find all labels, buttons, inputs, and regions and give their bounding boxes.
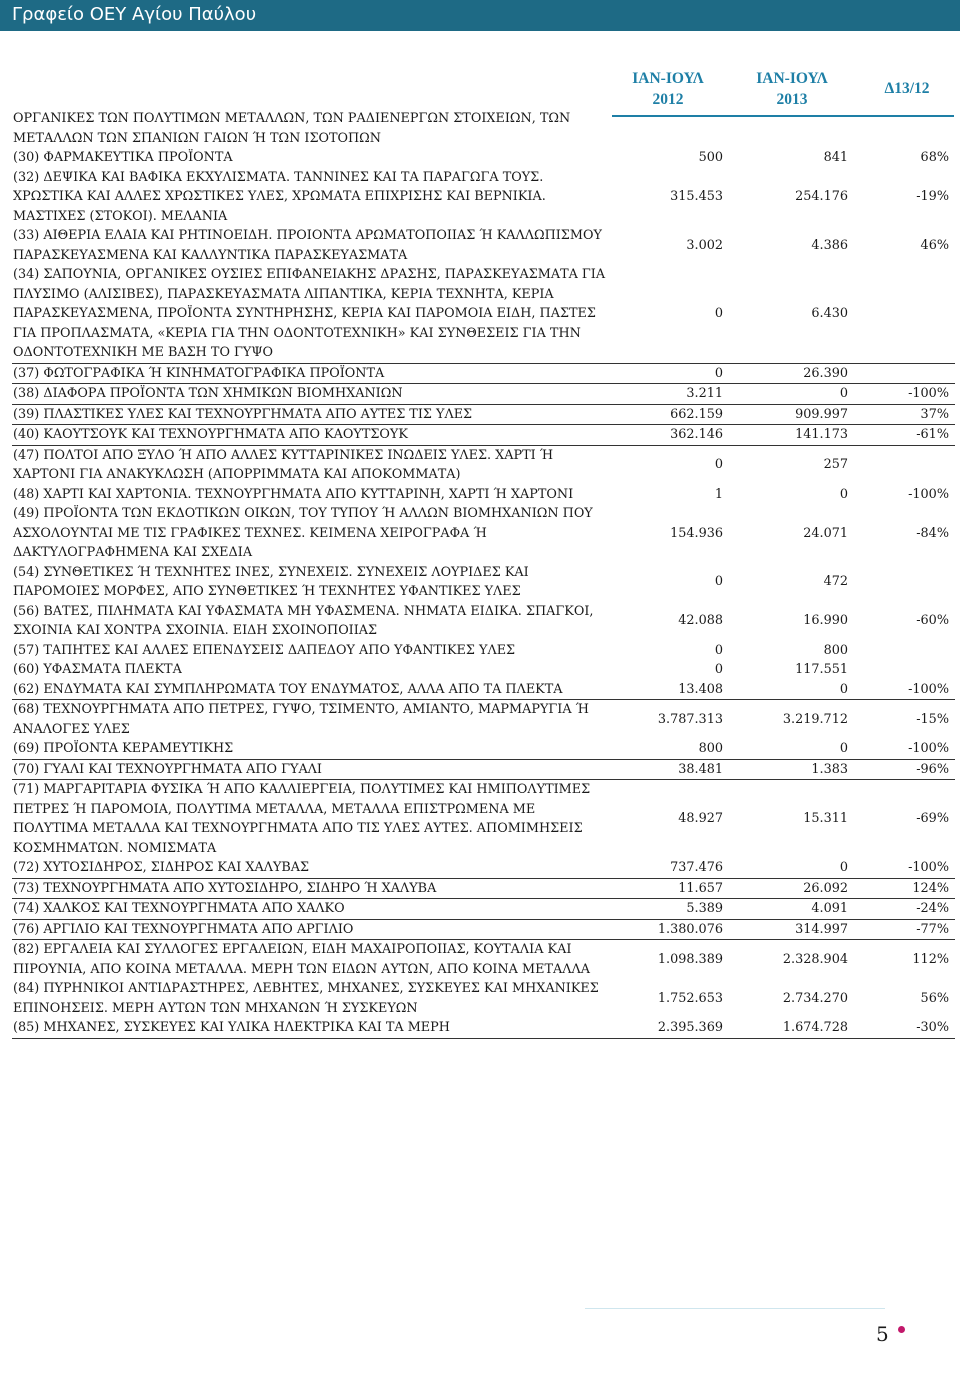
- value-2013: 2.328.904: [782, 951, 848, 967]
- value-2013: 3.219.712: [782, 711, 848, 727]
- row-label: (33) ΑΙΘΕΡΙΑ ΕΛΑΙΑ ΚΑΙ ΡΗΤΙΝΟΕΙΔΗ. ΠΡΟΙΟΝΤΑ ΑΡΩΜΑΤΟΠΟΙΙΑΣ Ή ΚΑΛΛΩΠΙΣΜΟΥ ΠΑΡΑΣΚΕΥΑΣΜΕΝΑ ΚΑΙ ΚΑΛΛΥΝΤΙΚΑ ΠΑΡΑΣΚΕΥΑΣΜΑΤΑ: [13, 228, 602, 263]
- value-2012: 13.408: [610, 680, 727, 700]
- value-2012: 48.927: [678, 811, 723, 827]
- header-title: Γραφείο ΟΕΥ Αγίου Παύλου: [12, 4, 257, 25]
- row-label: (69) ΠΡΟΪΟΝΤΑ ΚΕΡΑΜΕΥΤΙΚΗΣ: [12, 739, 610, 759]
- value-2012: 154.936: [670, 525, 723, 541]
- value-2012: 11.657: [610, 878, 727, 899]
- value-delta: 37%: [852, 404, 955, 425]
- value-delta: -100%: [852, 384, 955, 405]
- table-row: [12, 148, 955, 168]
- footer-divider: [585, 1308, 885, 1309]
- value-2013: 2.734.270: [782, 990, 848, 1006]
- value-delta: -96%: [852, 759, 955, 780]
- table-row: [12, 602, 955, 641]
- row-label: (40) ΚΑΟΥΤΣΟΥΚ ΚΑΙ ΤΕΧΝΟΥΡΓΗΜΑΤΑ ΑΠΟ ΚΑΟΥΤΣΟΥΚ: [12, 425, 610, 446]
- value-delta: -100%: [908, 486, 949, 502]
- value-2013: 1.674.728: [727, 1018, 852, 1038]
- value-delta: -19%: [916, 189, 949, 204]
- table-row: [12, 680, 955, 700]
- table-row: [12, 660, 955, 680]
- value-2012: 500: [698, 150, 723, 165]
- value-2012: 2.395.369: [610, 1018, 727, 1038]
- value-delta: -15%: [916, 711, 949, 727]
- value-delta: [852, 265, 955, 363]
- value-2013: 0: [727, 739, 852, 759]
- value-delta: [852, 109, 955, 148]
- table-row: [12, 226, 955, 265]
- table-row: [12, 780, 955, 859]
- row-label: (54) ΣΥΝΘΕΤΙΚΕΣ Ή ΤΕΧΝΗΤΕΣ ΙΝΕΣ, ΣΥΝΕΧΕΙΣ. ΣΥΝΕΧΕΙΣ ΛΟΥΡΙΔΕΣ ΚΑΙ ΠΑΡΟΜΟΙΕΣ ΜΟΡΦΕΣ, ΑΠΟ ΣΥΝΘΕΤΙΚΕΣ Ή ΤΕΧΝΗΤΕΣ ΥΦΑΝΤΙΚΕΣ ΥΛΕΣ: [13, 564, 529, 599]
- value-2013: 841: [823, 150, 848, 165]
- row-label: (68) ΤΕΧΝΟΥΡΓΗΜΑΤΑ ΑΠΟ ΠΕΤΡΕΣ, ΓΥΨΟ, ΤΣΙΜΕΝΤΟ, ΑΜΙΑΝΤΟ, ΜΑΡΜΑΡΥΓΙΑ Ή ΑΝΑΛΟΓΕΣ ΥΛΕΣ: [13, 702, 589, 737]
- row-label: ΟΡΓΑΝΙΚΕΣ ΤΩΝ ΠΟΛΥΤΙΜΩΝ ΜΕΤΑΛΛΩΝ, ΤΩΝ ΡΑΔΙΕΝΕΡΓΩΝ ΣΤΟΙΧΕΙΩΝ, ΤΩΝ ΜΕΤΑΛΛΩΝ ΤΩΝ ΣΠΑΝΙΩΝ ΓΑΙΩΝ Ή ΤΩΝ ΙΣΟΤΟΠΩΝ: [13, 111, 571, 146]
- row-label: (85) ΜΗΧΑΝΕΣ, ΣΥΣΚΕΥΕΣ ΚΑΙ ΥΛΙΚΑ ΗΛΕΚΤΡΙΚΑ ΚΑΙ ΤΑ ΜΕΡΗ: [12, 1018, 610, 1038]
- table-row: [12, 739, 955, 759]
- value-2013: 24.071: [803, 525, 848, 541]
- table-row: [12, 700, 955, 740]
- value-2012: [610, 109, 727, 148]
- row-label: (56) ΒΑΤΕΣ, ΠΙΛΗΜΑΤΑ ΚΑΙ ΥΦΑΣΜΑΤΑ ΜΗ ΥΦΑΣΜΕΝΑ. ΝΗΜΑΤΑ ΕΙΔΙΚΑ. ΣΠΑΓΚΟΙ, ΣΧΟΙΝΙΑ ΚΑΙ ΧΟΝΤΡΑ ΣΧΟΙΝΙΑ. ΕΙΔΗ ΣΧΟΙΝΟΠΟΙΙΑΣ: [13, 603, 594, 638]
- column-header-2012-line1: ΙΑΝ-ΙΟΥΛ: [632, 70, 704, 87]
- value-2013: 800: [823, 642, 848, 658]
- table-row: [12, 940, 955, 980]
- row-label: (39) ΠΛΑΣΤΙΚΕΣ ΥΛΕΣ ΚΑΙ ΤΕΧΝΟΥΡΓΗΜΑΤΑ ΑΠΟ ΑΥΤΕΣ ΤΙΣ ΥΛΕΣ: [12, 404, 610, 425]
- value-2013: 141.173: [727, 425, 852, 446]
- value-2012: 0: [714, 662, 723, 677]
- value-2012: 3.211: [610, 384, 727, 405]
- table-row: [12, 445, 955, 485]
- value-delta: -24%: [852, 899, 955, 920]
- value-2013: 472: [823, 574, 848, 590]
- value-2012: 0: [610, 363, 727, 384]
- value-delta: -77%: [852, 919, 955, 940]
- value-2012: 0: [714, 574, 723, 590]
- value-2013: 26.390: [727, 363, 852, 384]
- value-delta: [852, 563, 955, 602]
- value-2012: 38.481: [610, 759, 727, 780]
- value-2013: 4.386: [811, 237, 848, 253]
- value-2012: 0: [714, 642, 723, 658]
- value-2013: 0: [727, 858, 852, 878]
- row-label: (82) ΕΡΓΑΛΕΙΑ ΚΑΙ ΣΥΛΛΟΓΕΣ ΕΡΓΑΛΕΙΩΝ, ΕΙΔΗ ΜΑΧΑΙΡΟΠΟΙΙΑΣ, ΚΟΥΤΑΛΙΑ ΚΑΙ ΠΙΡΟΥΝΙΑ, ΑΠΟ ΚΟΙΝΑ ΜΕΤΑΛΛΑ. ΜΕΡΗ ΤΩΝ ΕΙΔΩΝ ΑΥΤΩΝ, ΑΠΟ ΚΟΙΝΑ ΜΕΤΑΛΛΑ: [13, 942, 590, 977]
- value-2012: 0: [610, 265, 727, 363]
- value-delta: [852, 660, 955, 680]
- value-delta: -100%: [852, 739, 955, 759]
- value-2012: 5.389: [610, 899, 727, 920]
- value-2012: 662.159: [610, 404, 727, 425]
- row-label: (70) ΓΥΑΛΙ ΚΑΙ ΤΕΧΝΟΥΡΓΗΜΑΤΑ ΑΠΟ ΓΥΑΛΙ: [12, 759, 610, 780]
- table-row: [12, 265, 955, 363]
- value-2012: 315.453: [670, 189, 723, 204]
- value-2013: 314.997: [727, 919, 852, 940]
- value-2012: 800: [610, 739, 727, 759]
- value-2012: 362.146: [610, 425, 727, 446]
- row-label: (47) ΠΟΛΤΟΙ ΑΠΟ ΞΥΛΟ Ή ΑΠΟ ΑΛΛΕΣ ΚΥΤΤΑΡΙΝΙΚΕΣ ΙΝΩΔΕΙΣ ΥΛΕΣ. ΧΑΡΤΙ Ή ΧΑΡΤΟΝΙ ΓΙΑ ΑΝΑΚΥΚΛΩΣΗ (ΑΠΟΡΡΙΜΜΑΤΑ ΚΑΙ ΑΠΟΚΟΜΜΑΤΑ): [13, 447, 554, 482]
- value-2013: 6.430: [727, 265, 852, 363]
- value-2012: 1.752.653: [657, 990, 723, 1006]
- page-number: 5: [876, 1322, 889, 1346]
- row-label: (49) ΠΡΟΪΟΝΤΑ ΤΩΝ ΕΚΔΟΤΙΚΩΝ ΟΙΚΩΝ, ΤΟΥ ΤΥΠΟΥ Ή ΑΛΛΩΝ ΒΙΟΜΗΧΑΝΙΩΝ ΠΟΥ ΑΣΧΟΛΟΥΝΤΑΙ ΜΕ ΤΙΣ ΓΡΑΦΙΚΕΣ ΤΕΧΝΕΣ. ΚΕΙΜΕΝΑ ΧΕΙΡΟΓΡΑΦΑ Ή ΔΑΚΤΥΛΟΓΡΑΦΗΜΕΝΑ ΚΑΙ ΣΧΕΔΙΑ: [13, 506, 593, 560]
- page-dot-icon: [898, 1326, 905, 1333]
- value-delta: 46%: [920, 237, 949, 253]
- table-row: [12, 168, 955, 227]
- value-2013: 254.176: [795, 189, 848, 204]
- value-2013: 0: [727, 680, 852, 700]
- table-row: [12, 641, 955, 661]
- value-2013: 257: [823, 457, 848, 473]
- value-delta: [852, 363, 955, 384]
- table-row: [12, 858, 955, 878]
- table-row: [12, 979, 955, 1018]
- column-header-2012-line2: 2012: [652, 91, 684, 108]
- header-bar: [0, 0, 960, 31]
- table-row: [12, 404, 955, 425]
- row-label: (30) ΦΑΡΜΑΚΕΥΤΙΚΑ ΠΡΟΪΟΝΤΑ: [13, 150, 233, 165]
- value-2013: 16.990: [803, 613, 848, 629]
- value-2012: 1.098.389: [657, 951, 723, 967]
- value-delta: -100%: [852, 680, 955, 700]
- column-header-2013-line1: ΙΑΝ-ΙΟΥΛ: [756, 70, 828, 87]
- row-label: (32) ΔΕΨΙΚΑ ΚΑΙ ΒΑΦΙΚΑ ΕΚΧΥΛΙΣΜΑΤΑ. ΤΑΝΝΙΝΕΣ ΚΑΙ ΤΑ ΠΑΡΑΓΩΓΑ ΤΟΥΣ. ΧΡΩΣΤΙΚΑ ΚΑΙ ΑΛΛΕΣ ΧΡΩΣΤΙΚΕΣ ΥΛΕΣ, ΧΡΩΜΑΤΑ ΕΠΙΧΡΙΣΗΣ ΚΑΙ ΒΕΡΝΙΚΙΑ. ΜΑΣΤΙΧΕΣ (ΣΤΟΚΟΙ). ΜΕΛΑΝΙΑ: [13, 169, 546, 224]
- value-2013: [727, 109, 852, 148]
- trade-table-body: [12, 109, 955, 1038]
- value-delta: -69%: [916, 811, 949, 827]
- value-delta: 112%: [912, 951, 949, 967]
- table-row: [12, 109, 955, 148]
- value-delta: -60%: [916, 613, 949, 629]
- table-row: [12, 485, 955, 505]
- value-2013: 0: [839, 486, 848, 502]
- value-delta: -30%: [852, 1018, 955, 1038]
- row-label: (73) ΤΕΧΝΟΥΡΓΗΜΑΤΑ ΑΠΟ ΧΥΤΟΣΙΔΗΡΟ, ΣΙΔΗΡΟ Ή ΧΑΛΥΒΑ: [12, 878, 610, 899]
- value-2012: 3.787.313: [657, 711, 723, 727]
- row-label: (34) ΣΑΠΟΥΝΙΑ, ΟΡΓΑΝΙΚΕΣ ΟΥΣΙΕΣ ΕΠΙΦΑΝΕΙΑΚΗΣ ΔΡΑΣΗΣ, ΠΑΡΑΣΚΕΥΑΣΜΑΤΑ ΓΙΑ ΠΛΥΣΙΜΟ (ΑΛΙΣΙΒΕΣ), ΠΑΡΑΣΚΕΥΑΣΜΑΤΑ ΛΙΠΑΝΤΙΚΑ, ΚΕΡΙΑ ΤΕΧΝΗΤΑ, ΚΕΡΙΑ ΠΑΡΑΣΚΕΥΑΣΜΕΝΑ, ΠΡΟΪΟΝΤΑ ΣΥΝΤΗΡΗΣΗΣ, ΚΕΡΙΑ ΚΑΙ ΠΑΡΟΜΟΙΑ ΕΙΔΗ, ΠΑΣΤΕΣ ΓΙΑ ΠΡΟΠΛΑΣΜΑΤΑ, «ΚΕΡΙΑ ΓΙΑ ΤΗΝ ΟΔΟΝΤΟΤΕΧΝΙΚΗ» ΚΑΙ ΣΥΝΘΕΣΕΙΣ ΓΙΑ ΤΗΝ ΟΔΟΝΤΟΤΕΧΝΙΚΗ ΜΕ ΒΑΣΗ ΤΟ ΓΥΨΟ: [12, 265, 610, 363]
- value-delta: -100%: [852, 858, 955, 878]
- table-row: [12, 899, 955, 920]
- table-row: [12, 878, 955, 899]
- value-2012: 1: [714, 486, 723, 502]
- table-row: [12, 919, 955, 940]
- row-label: (72) ΧΥΤΟΣΙΔΗΡΟΣ, ΣΙΔΗΡΟΣ ΚΑΙ ΧΑΛΥΒΑΣ: [12, 858, 610, 878]
- table-row: [12, 425, 955, 446]
- value-2012: 737.476: [610, 858, 727, 878]
- value-2013: 909.997: [727, 404, 852, 425]
- row-label: (76) ΑΡΓΙΛΙΟ ΚΑΙ ΤΕΧΝΟΥΡΓΗΜΑΤΑ ΑΠΟ ΑΡΓΙΛΙΟ: [12, 919, 610, 940]
- row-label: (71) ΜΑΡΓΑΡΙΤΑΡΙΑ ΦΥΣΙΚΑ Ή ΑΠΟ ΚΑΛΛΙΕΡΓΕΙΑ, ΠΟΛΥΤΙΜΕΣ ΚΑΙ ΗΜΙΠΟΛΥΤΙΜΕΣ ΠΕΤΡΕΣ Ή ΠΑΡΟΜΟΙΑ, ΠΟΛΥΤΙΜΑ ΜΕΤΑΛΛΑ, ΜΕΤΑΛΛΑ ΕΠΙΣΤΡΩΜΕΝΑ ΜΕ ΠΟΛΥΤΙΜΑ ΜΕΤΑΛΛΑ ΚΑΙ ΤΕΧΝΟΥΡΓΗΜΑΤΑ ΑΠΟ ΤΙΣ ΥΛΕΣ ΑΥΤΕΣ. ΑΠΟΜΙΜΗΣΕΙΣ ΚΟΣΜΗΜΑΤΩΝ. ΝΟΜΙΣΜΑΤΑ: [13, 782, 591, 856]
- table-row: [12, 563, 955, 602]
- trade-table: [12, 109, 955, 1039]
- table-row: [12, 363, 955, 384]
- table-row: [12, 504, 955, 563]
- value-2012: 0: [714, 457, 723, 473]
- row-label: (74) ΧΑΛΚΟΣ ΚΑΙ ΤΕΧΝΟΥΡΓΗΜΑΤΑ ΑΠΟ ΧΑΛΚΟ: [12, 899, 610, 920]
- table-row: [12, 1018, 955, 1038]
- column-header-delta: Δ13/12: [884, 80, 930, 97]
- value-2013: 15.311: [803, 811, 848, 827]
- value-2013: 1.383: [727, 759, 852, 780]
- column-header-2013: [732, 68, 852, 110]
- value-2013: 4.091: [727, 899, 852, 920]
- value-delta: -84%: [916, 525, 949, 541]
- value-2012: 3.002: [686, 237, 723, 253]
- value-2013: 117.551: [795, 662, 848, 677]
- value-delta: 68%: [920, 150, 949, 165]
- row-label: (60) ΥΦΑΣΜΑΤΑ ΠΛΕΚΤΑ: [13, 662, 182, 677]
- row-label: (84) ΠΥΡΗΝΙΚΟΙ ΑΝΤΙΔΡΑΣΤΗΡΕΣ, ΛΕΒΗΤΕΣ, ΜΗΧΑΝΕΣ, ΣΥΣΚΕΥΕΣ ΚΑΙ ΜΗΧΑΝΙΚΕΣ ΕΠΙΝΟΗΣΕΙΣ. ΜΕΡΗ ΑΥΤΩΝ ΤΩΝ ΜΗΧΑΝΩΝ Ή ΣΥΣΚΕΥΩΝ: [13, 981, 599, 1016]
- table-row: [12, 384, 955, 405]
- value-delta: [852, 445, 955, 485]
- column-header-2013-line2: 2013: [776, 91, 808, 108]
- row-label: (62) ΕΝΔΥΜΑΤΑ ΚΑΙ ΣΥΜΠΛΗΡΩΜΑΤΑ ΤΟΥ ΕΝΔΥΜΑΤΟΣ, ΑΛΛΑ ΑΠΟ ΤΑ ΠΛΕΚΤΑ: [12, 680, 610, 700]
- table-row: [12, 759, 955, 780]
- value-2013: 26.092: [727, 878, 852, 899]
- value-2012: 1.380.076: [610, 919, 727, 940]
- row-label: (57) ΤΑΠΗΤΕΣ ΚΑΙ ΑΛΛΕΣ ΕΠΕΝΔΥΣΕΙΣ ΔΑΠΕΔΟΥ ΑΠΟ ΥΦΑΝΤΙΚΕΣ ΥΛΕΣ: [13, 642, 516, 658]
- value-2012: 42.088: [678, 613, 723, 629]
- row-label: (48) ΧΑΡΤΙ ΚΑΙ ΧΑΡΤΟΝΙΑ. ΤΕΧΝΟΥΡΓΗΜΑΤΑ ΑΠΟ ΚΥΤΤΑΡΙΝΗ, ΧΑΡΤΙ Ή ΧΑΡΤΟΝΙ: [13, 486, 574, 502]
- value-2013: 0: [727, 384, 852, 405]
- value-delta: 56%: [920, 990, 949, 1006]
- value-delta: [852, 641, 955, 661]
- row-label: (38) ΔΙΑΦΟΡΑ ΠΡΟΪΟΝΤΑ ΤΩΝ ΧΗΜΙΚΩΝ ΒΙΟΜΗΧΑΝΙΩΝ: [12, 384, 610, 405]
- row-label: (37) ΦΩΤΟΓΡΑΦΙΚΑ Ή ΚΙΝΗΜΑΤΟΓΡΑΦΙΚΑ ΠΡΟΪΟΝΤΑ: [12, 363, 610, 384]
- column-header-2012: [612, 68, 724, 110]
- value-delta: 124%: [852, 878, 955, 899]
- value-delta: -61%: [852, 425, 955, 446]
